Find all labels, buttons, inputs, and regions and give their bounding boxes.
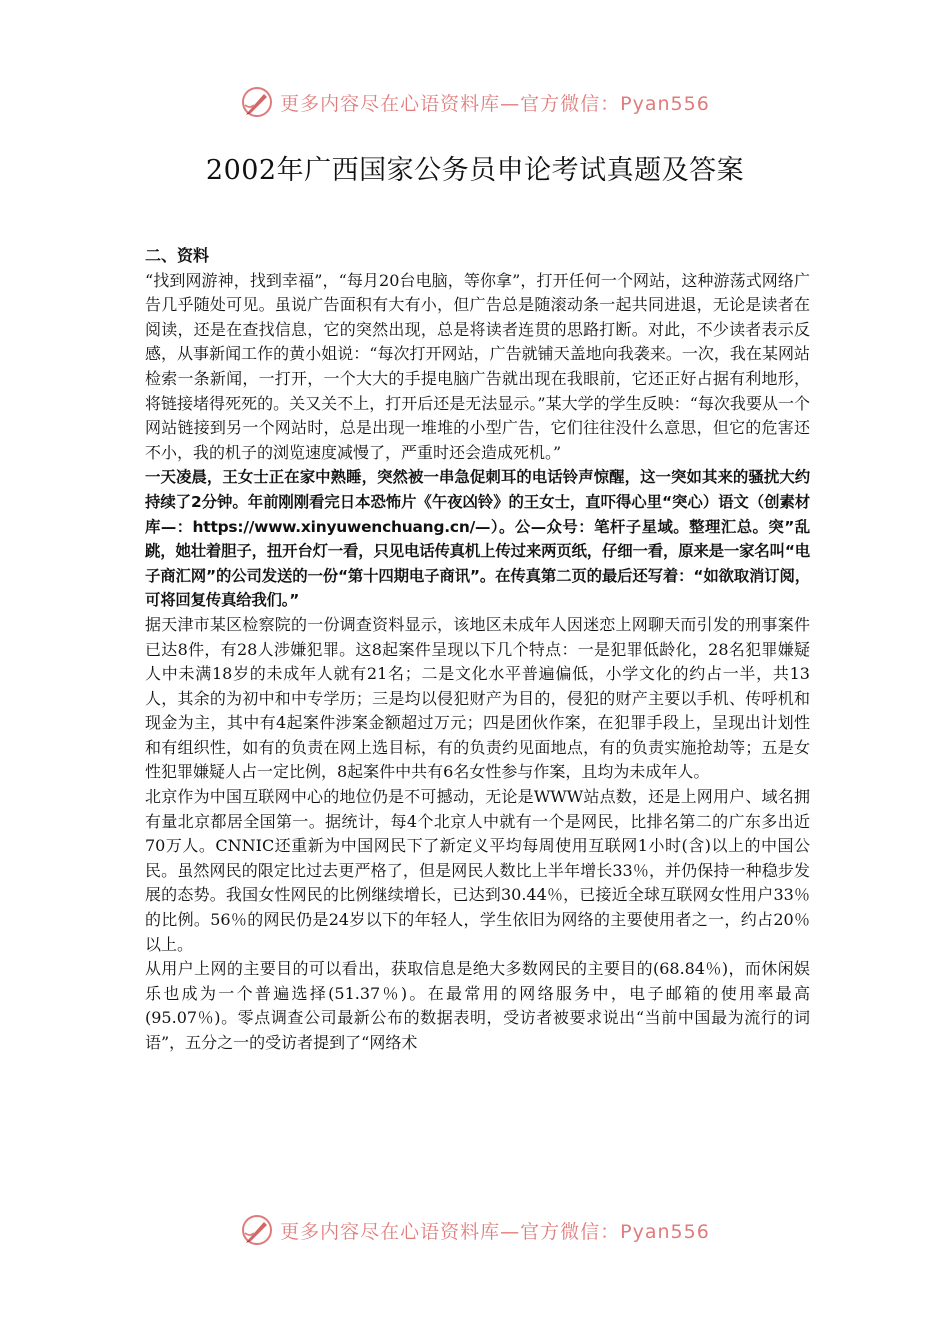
document-body [145,244,810,1056]
paragraph-beijing: 北京作为中国互联网中心的地位仍是不可撼动，无论是WWW站点数，还是上网用户、域名拥有量北京都居全国第一。据统计，每4个北京人中就有一个是网民，比排名第二的广东多出近70万人。CNNIC还重新为中国网民下了新定义平均每周使用互联网1小时(含)以上的中国公民。虽然网民的限定比过去更严格了，但是网民人数比上半年增长33％，并仍保持一种稳步发展的态势。我国女性网民的比例继续增长，已达到30.44％，已接近全球互联网女性用户33％的比例。56％的网民仍是24岁以下的年轻人，学生依旧为网络的主要使用者之一，约占20％以上。 [145,787,810,954]
paragraph-ads: “找到网游神，找到幸福”，“每月20台电脑，等你拿”，打开任何一个网站，这种游荡式网络广告几乎随处可见。虽说广告面积有大有小，但广告总是随滚动条一起共同进退，无论是读者在阅读，还是在查找信息，它的突然出现，总是将读者连贯的思路打断。对此，不少读者表示反感，从事新闻工作的黄小姐说：“每次打开网站，广告就铺天盖地向我袭来。一次，我在某网站检索一条新闻，一打开，一个大大的手提电脑广告就出现在我眼前，它还正好占据有利地形，将链接堵得死死的。关又关不上，打开后还是无法显示。”某大学的学生反映：“每次我要从一个网站链接到另一个网站时，总是出现一堆堆的小型广告，它们往往没什么意思，但它的危害还不小，我的机子的浏览速度减慢了，严重时还会造成死机。” [145,270,810,462]
document-title: 2002年广西国家公务员申论考试真题及答案 [205,155,745,186]
watermark-banner-top [0,82,950,122]
section-heading: 二、资料 [145,246,210,265]
watermark-text: 更多内容尽在心语资料库—官方微信：Pyan556 [280,92,710,115]
paragraph-crime: 据天津市某区检察院的一份调查资料显示，该地区未成年人因迷恋上网聊天而引发的刑事案件已达8件，有28人涉嫌犯罪。这8起案件呈现以下几个特点：一是犯罪低龄化，28名犯罪嫌疑人中未满18岁的未成年人就有21名；二是文化水平普遍偏低，小学文化的约占一半，共13人，其余的为初中和中专学历；三是均以侵犯财产为目的，侵犯的财产主要以手机、传呼机和现金为主，其中有4起案件涉案金额超过万元；四是团伙作案，在犯罪手段上，呈现出计划性和有组织性，如有的负责在网上选目标，有的负责约见面地点，有的负责实施抢劫等；五是女性犯罪嫌疑人占一定比例，8起案件中共有6名女性参与作案，且均为未成年人。 [145,614,810,782]
pen-logo-icon [240,85,274,119]
pen-logo-icon [240,1213,274,1247]
watermark-banner-bottom [0,1210,950,1250]
watermark-text: 更多内容尽在心语资料库—官方微信：Pyan556 [280,1220,710,1243]
paragraph-fax: 一天凌晨，王女士正在家中熟睡，突然被一串急促刺耳的电话铃声惊醒，这一突如其来的骚扰大约持续了2分钟。年前刚刚看完日本恐怖片《午夜凶铃》的王女士，直吓得心里“突心）语文（创素材库—：https://www.xinyuwenchuang.cn/—）。公—众号：笔杆子星域。整理汇总。突”乱跳，她壮着胆子，扭开台灯一看，只见电话传真机上传过来两页纸，仔细一看，原来是一家名叫“电子商汇网”的公司发送的一份“第十四期电子商讯”。在传真第二页的最后还写着：“如欲取消订阅，可将回复传真给我们。” [145,468,810,610]
paragraph-purpose: 从用户上网的主要目的可以看出，获取信息是绝大多数网民的主要目的(68.84％)，而休闲娱乐也成为一个普遍选择(51.37％)。在最常用的网络服务中，电子邮箱的使用率最高(95.07％)。零点调查公司最新公布的数据表明，受访者被要求说出“当前中国最为流行的词语”，五分之一的受访者提到了“网络术 [145,959,810,1052]
